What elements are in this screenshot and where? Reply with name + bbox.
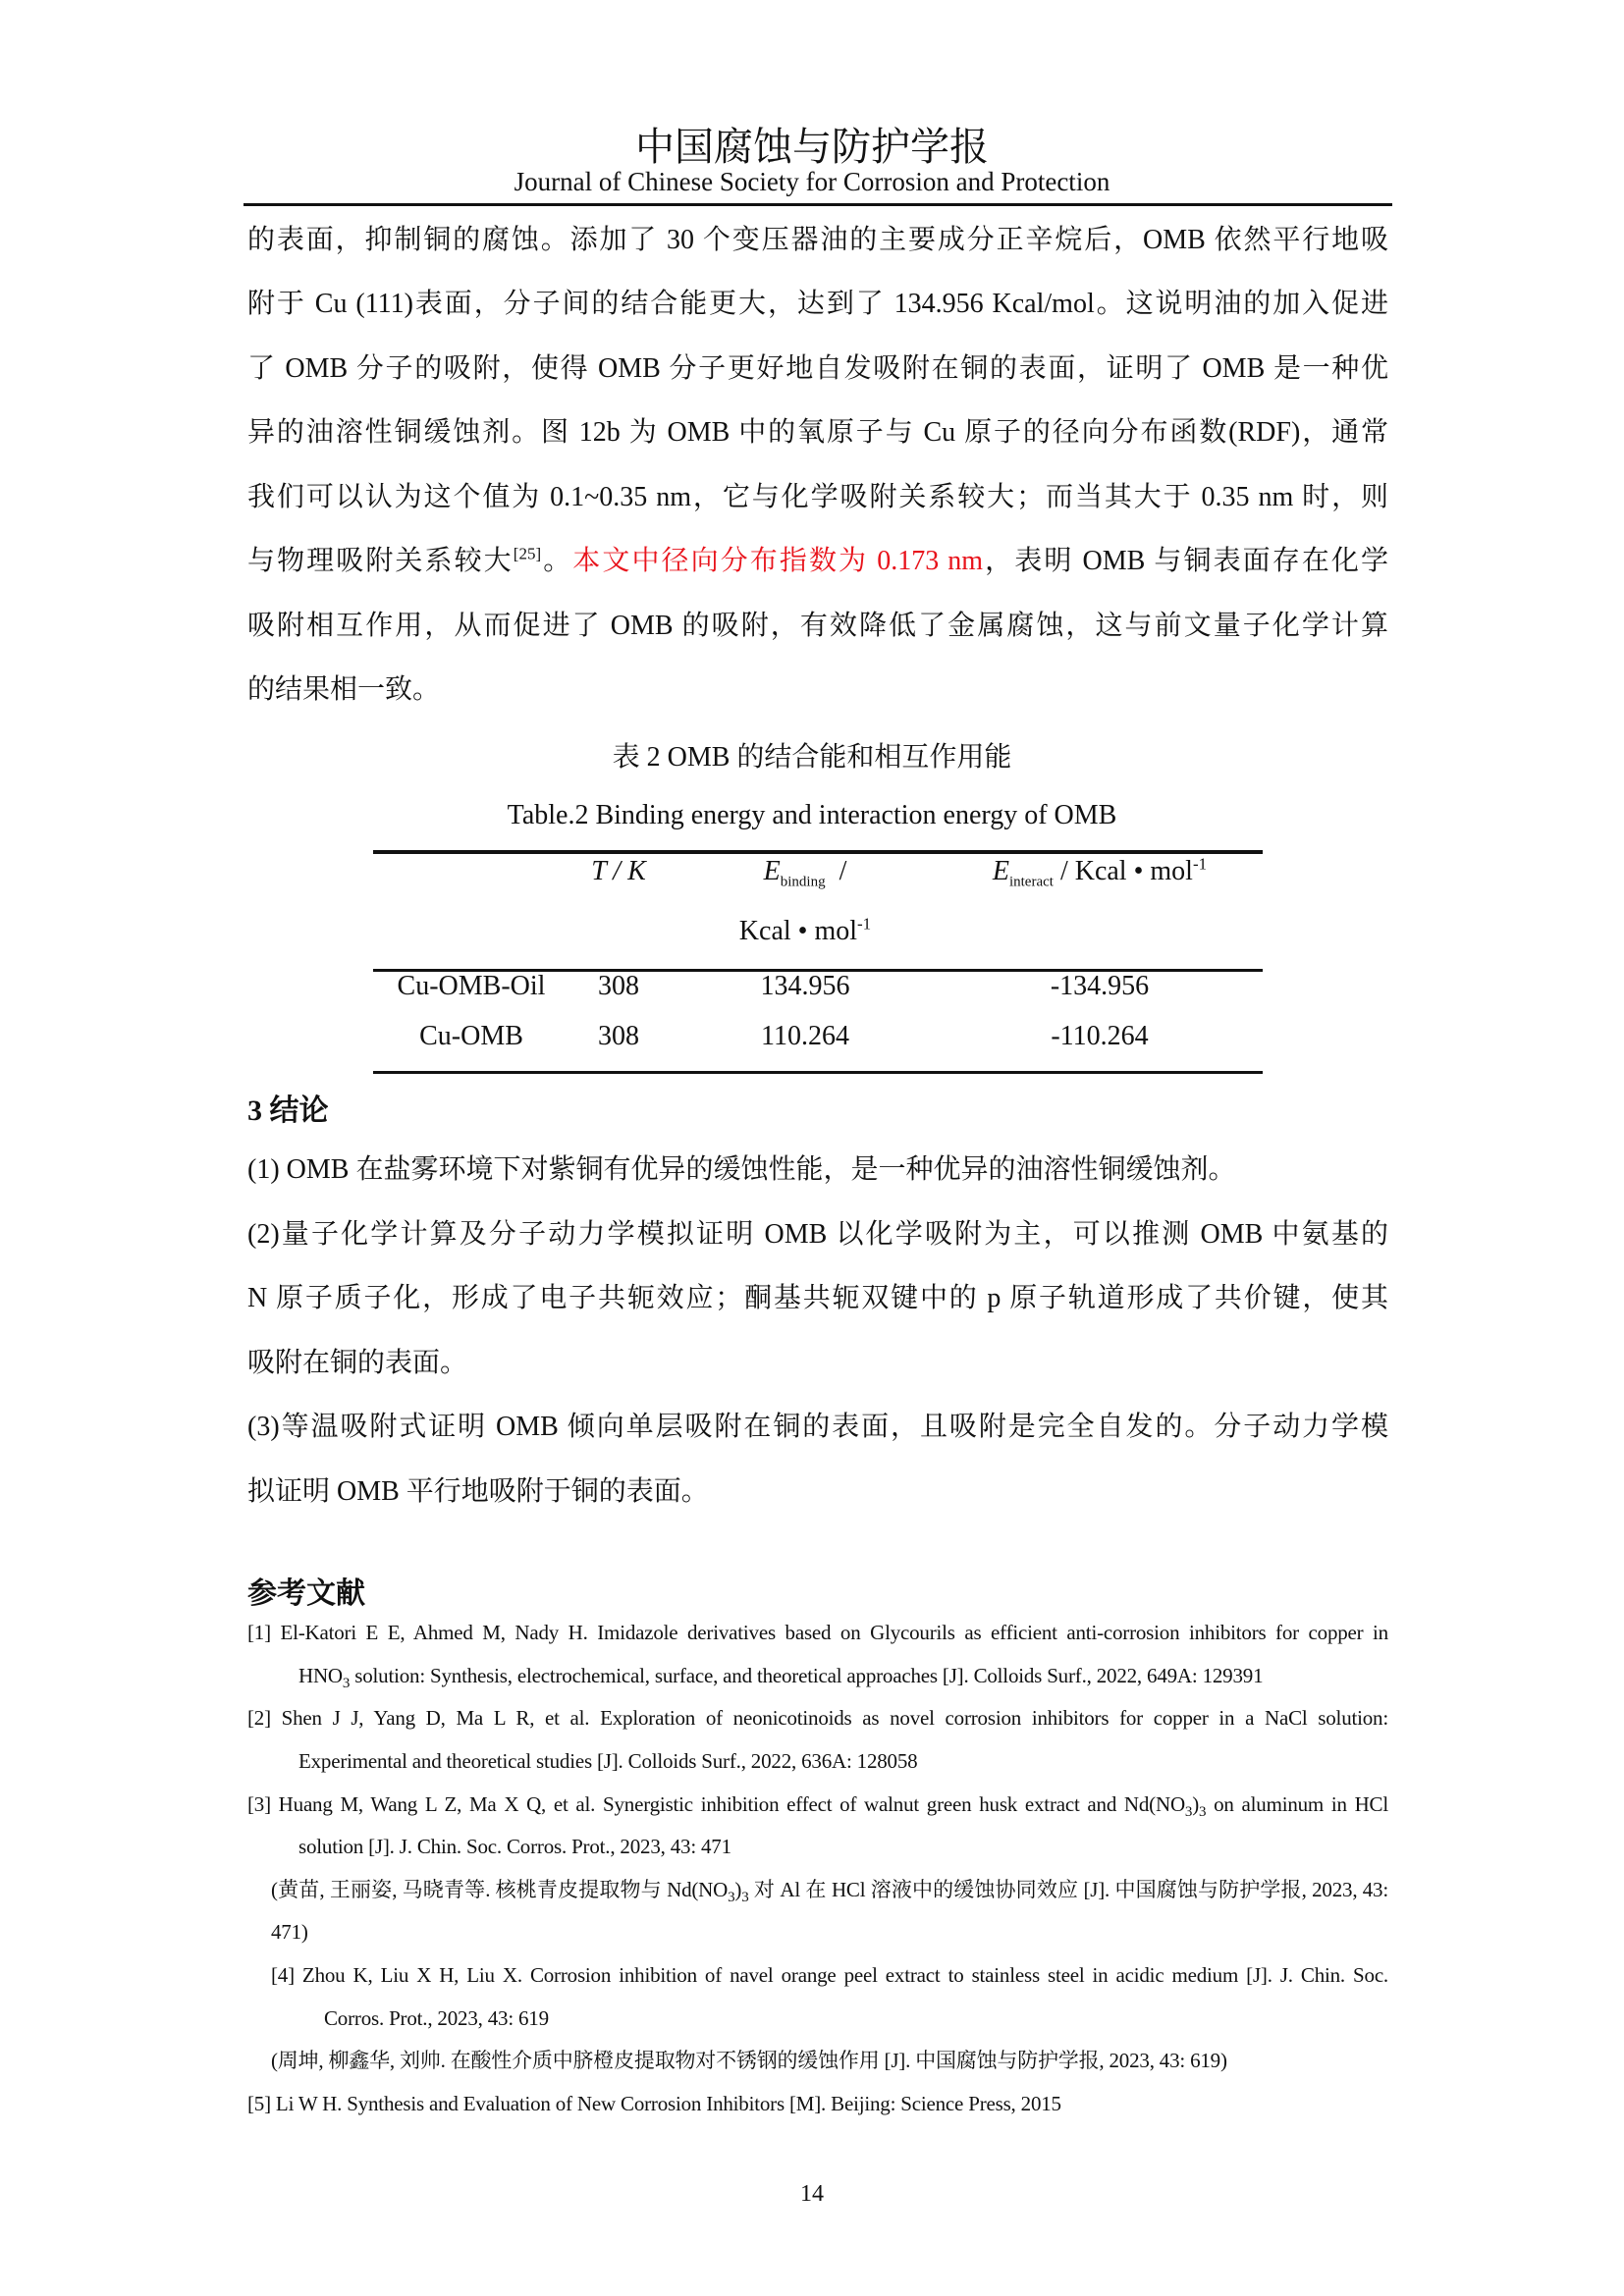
citation: [25] [513, 544, 542, 563]
subscript: 3 [1184, 1804, 1193, 1821]
reference-1-cont [298, 1661, 1439, 1690]
header-temperature: T / K [591, 856, 646, 886]
row-name: Cu-OMB-Oil [397, 971, 546, 1001]
conclusion-line: (1) OMB 在盐雾环境下对紫铜有优异的缓蚀性能，是一种优异的油溶性铜缓蚀剂。 [247, 1154, 1236, 1185]
text: HNO [298, 1664, 343, 1687]
reference-5: [5] Li W H. Synthesis and Evaluation of New Corrosion Inhibitors [M]. Beijing: Science Press, 2015 [247, 2092, 1061, 2115]
reference-3-zh [271, 1875, 1388, 1904]
conclusion-line: (3)等温吸附式证明 OMB 倾向单层吸附在铜的表面，且吸附是完全自发的。分子动力学模 [247, 1412, 1388, 1442]
conclusion-line: 吸附在铜的表面。 [247, 1348, 468, 1378]
journal-title-zh: 中国腐蚀与防护学报 [635, 125, 989, 169]
reference-3-cont: solution [J]. J. Chin. Soc. Corros. Prot., 2023, 43: 471 [298, 1835, 731, 1858]
row-binding: 134.956 [760, 971, 850, 1001]
reference-4: [4] Zhou K, Liu X H, Liu X. Corrosion inhibition of navel orange peel extract to stainless steel in acidic medium [J]. J. Chin. Soc. [271, 1963, 1388, 1987]
page-number: 14 [800, 2181, 824, 2207]
body-line: 吸附相互作用，从而促进了 OMB 的吸附，有效降低了金属腐蚀，这与前文量子化学计算 [247, 611, 1388, 641]
text: ，表明 OMB 与铜表面存在化学 [983, 546, 1388, 576]
table-top-rule [373, 850, 1263, 854]
row-interact: -134.956 [1050, 971, 1150, 1001]
body-line [247, 542, 1388, 581]
body-line: 我们可以认为这个值为 0.1~0.35 nm，它与化学吸附关系较大；而当其大于 0.35 nm 时，则 [247, 482, 1388, 512]
superscript: -1 [857, 914, 872, 934]
references-heading: 参考文献 [247, 1577, 365, 1610]
reference-2-cont: Experimental and theoretical studies [J]. Colloids Surf., 2022, 636A: 128058 [298, 1749, 918, 1773]
unit: Kcal • mol [738, 916, 858, 946]
header-rule [244, 203, 1392, 206]
row-binding: 110.264 [761, 1021, 849, 1051]
text: ) [734, 1878, 742, 1901]
row-name: Cu-OMB [419, 1021, 523, 1051]
body-line: 异的油溶性铜缓蚀剂。图 12b 为 OMB 中的氧原子与 Cu 原子的径向分布函数(RDF)，通常 [247, 417, 1388, 448]
header-binding-unit [707, 916, 903, 947]
row-interact: -110.264 [1051, 1021, 1149, 1051]
conclusion-line: N 原子质子化，形成了电子共轭效应；酮基共轭双键中的 p 原子轨道形成了共价键，使其 [247, 1283, 1388, 1313]
highlighted-text: 本文中径向分布指数为 0.173 nm [572, 546, 984, 576]
text: [3] Huang M, Wang L Z, Ma X Q, et al. Synergistic inhibition effect of walnut green husk extract and Nd(NO [247, 1792, 1185, 1816]
reference-4-cont: Corros. Prot., 2023, 43: 619 [324, 2006, 549, 2030]
subscript: 3 [741, 1890, 749, 1906]
table-caption-en: Table.2 Binding energy and interaction energy of OMB [507, 800, 1117, 830]
symbol: E [763, 856, 781, 886]
table-caption-zh: 表 2 OMB 的结合能和相互作用能 [612, 742, 1012, 773]
journal-title-en: Journal of Chinese Society for Corrosion and Protection [514, 167, 1110, 196]
subscript: 3 [1199, 1804, 1207, 1821]
reference-3 [247, 1789, 1388, 1819]
subscript: 3 [342, 1676, 351, 1692]
superscript: -1 [1192, 854, 1208, 874]
section-heading-conclusion: 3 结论 [247, 1095, 329, 1127]
text: 。 [541, 546, 573, 576]
subscript: binding [780, 874, 826, 890]
unit: / Kcal • mol [1053, 856, 1193, 886]
row-temperature: 308 [598, 971, 639, 1001]
conclusion-line: 拟证明 OMB 平行地吸附于铜的表面。 [247, 1476, 709, 1507]
text: 与物理吸附关系较大 [247, 546, 514, 576]
text: solution: Synthesis, electrochemical, surface, and theoretical approaches [J]. Colloids Surf., 2022, 649A: 129391 [350, 1664, 1264, 1687]
subscript: 3 [728, 1890, 735, 1906]
symbol: E [992, 856, 1009, 886]
header-interaction-energy [943, 854, 1257, 890]
body-line: 的表面，抑制铜的腐蚀。添加了 30 个变压器油的主要成分正辛烷后，OMB 依然平行地吸 [247, 225, 1388, 255]
text: ) [1192, 1792, 1200, 1816]
text: on aluminum in HCl [1206, 1792, 1388, 1816]
conclusion-line: (2)量子化学计算及分子动力学模拟证明 OMB 以化学吸附为主，可以推测 OMB 中氨基的 [247, 1219, 1388, 1250]
body-line: 附于 Cu (111)表面，分子间的结合能更大，达到了 134.956 Kcal/mol。这说明油的加入促进 [247, 289, 1388, 319]
text: 对 Al 在 HCl 溶液中的缓蚀协同效应 [J]. 中国腐蚀与防护学报, 2023, 43: [748, 1878, 1388, 1901]
reference-2: [2] Shen J J, Yang D, Ma L R, et al. Exploration of neonicotinoids as novel corrosion inhibitors for copper in a NaCl solution: [247, 1706, 1388, 1730]
body-line: 的结果相一致。 [247, 674, 441, 705]
header-binding-energy [727, 856, 884, 890]
table-bottom-rule [373, 1071, 1263, 1074]
reference-4-zh: (周坤, 柳鑫华, 刘帅. 在酸性介质中脐橙皮提取物对不锈钢的缓蚀作用 [J]. 中国腐蚀与防护学报, 2023, 43: 619) [271, 2049, 1227, 2072]
reference-1: [1] El-Katori E E, Ahmed M, Nady H. Imidazole derivatives based on Glycourils as efficient anti-corrosion inhibitors for copper in [247, 1621, 1388, 1644]
subscript: interact [1008, 874, 1054, 890]
body-line: 了 OMB 分子的吸附，使得 OMB 分子更好地自发吸附在铜的表面，证明了 OMB 是一种优 [247, 353, 1388, 384]
text: (黄苗, 王丽姿, 马晓青等. 核桃青皮提取物与 Nd(NO [271, 1878, 729, 1901]
row-temperature: 308 [598, 1021, 639, 1051]
reference-3-zh-cont: 471) [271, 1920, 308, 1944]
slash: / [839, 856, 847, 886]
